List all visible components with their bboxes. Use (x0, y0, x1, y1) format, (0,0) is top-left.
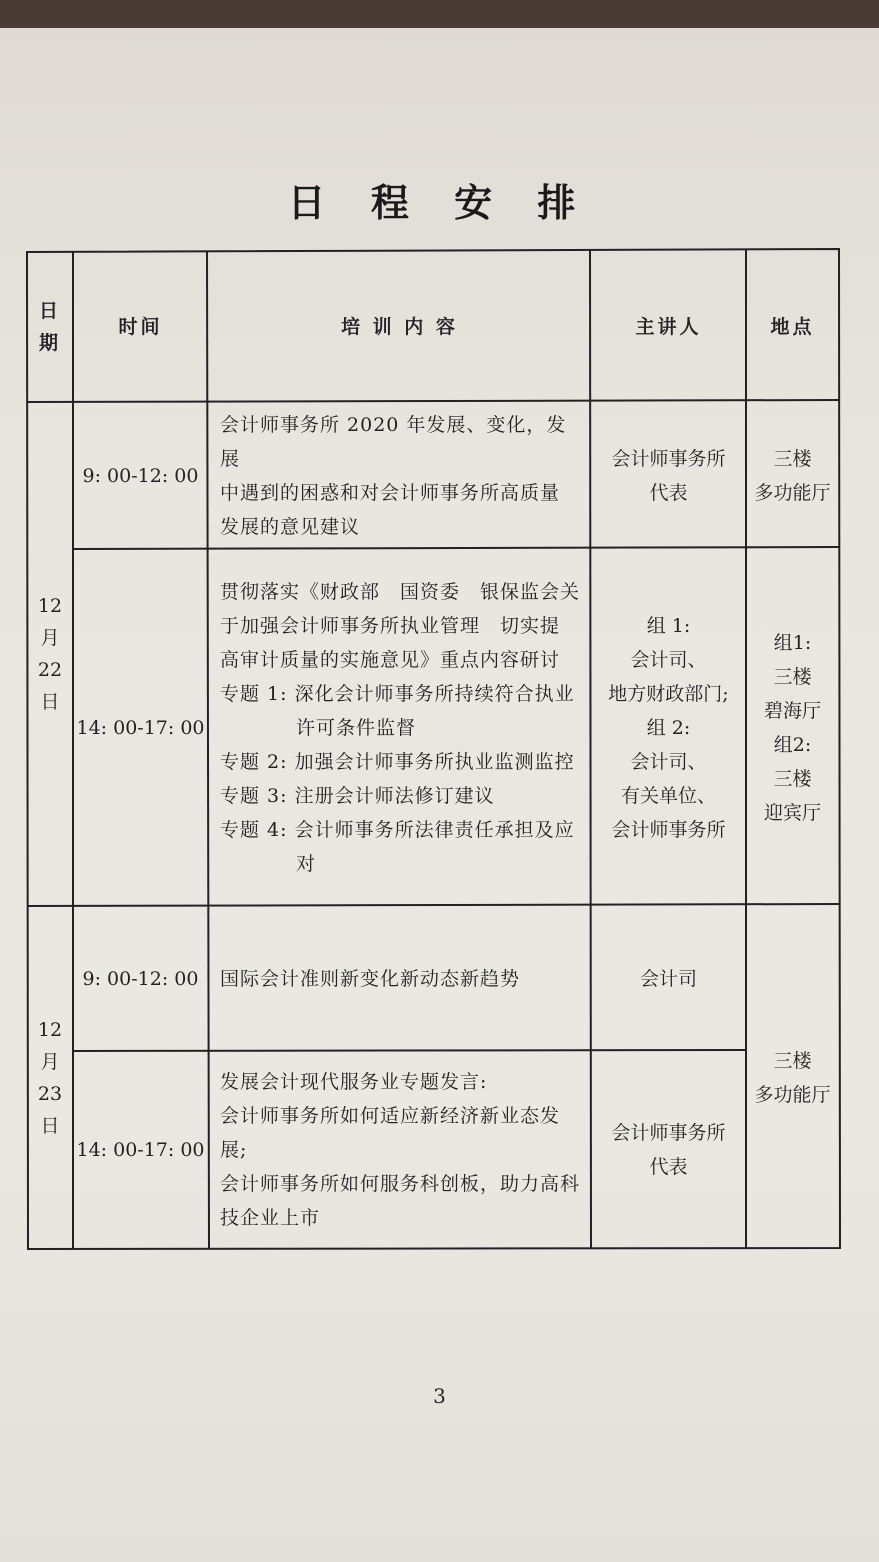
day1-morning-venue-line-2: 多功能厅 (754, 481, 831, 504)
day2-afternoon-content (208, 1051, 591, 1249)
day1-morning-venue (746, 402, 839, 549)
day1-afternoon-speaker (591, 549, 746, 906)
day1-morning-time: 9: 00-12: 00 (82, 464, 199, 487)
day2-date-month-char: 月 (40, 1050, 60, 1073)
day2-afternoon-content-line-2: 会计师事务所如何适应新经济新业态发 (220, 1105, 561, 1127)
topic-4-label: 专题 4: (220, 818, 288, 841)
page-number: 3 (433, 1384, 446, 1408)
day2-date (27, 906, 73, 1249)
day1-afternoon-speaker-line-5: 会计司、 (630, 750, 707, 773)
topic-3 (220, 779, 583, 813)
page-title: 日 程 安 排 (287, 181, 592, 225)
day2-date-day-char: 日 (40, 1114, 60, 1137)
day1-afternoon-speaker-line-7: 会计师事务所 (611, 818, 726, 841)
topic-1-continuation: 许可条件监督 (296, 716, 417, 739)
topic-3-text: 注册会计师法修订建议 (294, 784, 495, 807)
header-date-char-2: 期 (38, 332, 61, 354)
day1-afternoon-intro-line-1: 贯彻落实《财政部 国资委 银保监会关 (220, 580, 581, 603)
topic-1-text: 深化会计师事务所持续符合执业 (294, 682, 575, 705)
day1-date (27, 402, 73, 906)
topic-4-text: 会计师事务所法律责任承担及应 (294, 818, 575, 841)
header-date-char-1: 日 (38, 300, 61, 322)
topic-2-text: 加强会计师事务所执业监测监控 (294, 750, 575, 773)
day1-afternoon-intro-line-2: 于加强会计师事务所执业管理 切实提 (220, 614, 561, 637)
day1-morning-speaker (591, 402, 746, 549)
day2-morning-content (208, 906, 591, 1051)
day1-morning-venue-line-1: 三楼 (773, 447, 812, 470)
header-time: 时间 (118, 316, 163, 338)
day1-afternoon-speaker-line-1: 组 1: (646, 614, 691, 637)
day1-afternoon-content (208, 549, 591, 906)
day2-venue (746, 906, 839, 1249)
day2-afternoon-content-line-4: 会计师事务所如何服务科创板，助力高科 (220, 1173, 581, 1195)
day2-morning-time: 9: 00-12: 00 (82, 967, 199, 990)
day1-afternoon-speaker-line-4: 组 2: (646, 716, 691, 739)
day1-afternoon-venue-line-4: 组2: (773, 733, 812, 756)
topic-1-label: 专题 1: (220, 682, 288, 705)
day1-morning-speaker-line-1: 会计师事务所 (611, 447, 726, 470)
day2-venue-line-1: 三楼 (773, 1049, 812, 1072)
topic-1 (220, 677, 583, 711)
day2-afternoon-content-line-3: 展; (220, 1139, 248, 1161)
day1-morning-content-line-3: 发展的意见建议 (220, 515, 361, 538)
day1-afternoon-venue-line-2: 三楼 (773, 665, 812, 688)
day2-afternoon-speaker-line-2: 代表 (649, 1156, 688, 1178)
day1-afternoon-venue-line-6: 迎宾厅 (763, 801, 821, 824)
header-speaker: 主讲人 (635, 316, 702, 338)
day1-afternoon-intro-line-3: 高审计质量的实施意见》重点内容研讨 (220, 648, 561, 671)
day1-afternoon-venue (746, 549, 839, 906)
day2-morning-speaker-line-1: 会计司 (639, 967, 697, 990)
day1-date-day-char: 日 (40, 691, 60, 713)
day2-afternoon-time: 14: 00-17: 00 (76, 1139, 205, 1161)
topic-3-label: 专题 3: (220, 784, 288, 807)
day1-afternoon-venue-line-5: 三楼 (773, 767, 812, 790)
day1-afternoon-venue-line-1: 组1: (773, 631, 812, 654)
day1-afternoon-time: 14: 00-17: 00 (76, 716, 205, 739)
day1-date-day-num: 22 (37, 659, 63, 681)
topic-2 (220, 745, 583, 779)
header-content: 培 训 内 容 (341, 316, 458, 338)
day1-afternoon-venue-line-3: 碧海厅 (763, 699, 821, 722)
day1-date-month-char: 月 (40, 627, 60, 649)
day1-morning-content (208, 402, 591, 549)
day1-afternoon-speaker-line-3: 地方财政部门; (608, 682, 729, 705)
header-venue: 地点 (770, 316, 815, 338)
day2-venue-line-2: 多功能厅 (754, 1083, 831, 1106)
topic-4-continuation: 对 (296, 852, 317, 875)
day2-morning-speaker (591, 906, 746, 1051)
day1-morning-speaker-line-2: 代表 (649, 481, 688, 504)
topic-2-label: 专题 2: (220, 750, 288, 773)
day2-afternoon-content-line-5: 技企业上市 (220, 1207, 321, 1229)
topic-4 (220, 813, 583, 847)
day1-afternoon-speaker-line-2: 会计司、 (630, 648, 707, 671)
day1-morning-content-line-1: 会计师事务所 2020 年发展、变化，发展 (220, 413, 567, 470)
day2-afternoon-speaker (591, 1051, 746, 1249)
day2-afternoon-content-line-1: 发展会计现代服务业专题发言: (220, 1071, 488, 1093)
day2-date-month-num: 12 (37, 1018, 63, 1041)
day1-morning-content-line-2: 中遇到的困惑和对会计师事务所高质量 (220, 481, 561, 504)
day2-date-day-num: 23 (37, 1082, 63, 1105)
day2-morning-content-line-1: 国际会计准则新变化新动态新趋势 (220, 967, 521, 990)
day1-date-month-num: 12 (37, 595, 63, 617)
day2-afternoon-speaker-line-1: 会计师事务所 (611, 1122, 726, 1144)
day1-afternoon-speaker-line-6: 有关单位、 (620, 784, 716, 807)
header-date (27, 252, 73, 402)
